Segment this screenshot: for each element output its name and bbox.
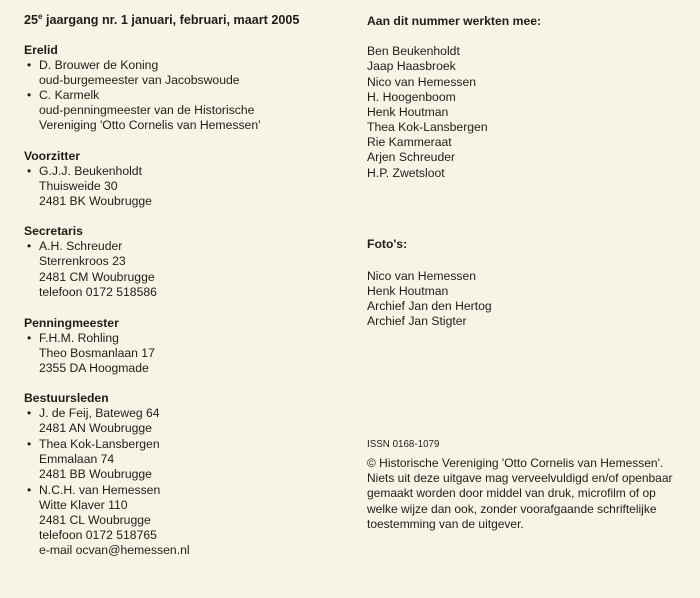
bullet: • xyxy=(27,437,32,451)
bestuurslid3-city: 2481 CL Woubrugge xyxy=(39,513,151,527)
bullet: • xyxy=(27,164,32,178)
contributor-name: Ben Beukenholdt xyxy=(367,44,460,58)
penningmeester-street: Theo Bosmanlaan 17 xyxy=(39,346,155,360)
copyright-notice: © Historische Vereniging 'Otto Cornelis van Hemessen'. Niets uit deze uitgave mag verveelvuldigd en/of openbaar gemaakt worden door middel van druk, microfilm of op welke wijze dan ook, zonder voorafgaande schriftelijke toestemming van de uitgever. xyxy=(367,456,673,531)
erelid-member2-title-cont: Vereniging 'Otto Cornelis van Hemessen' xyxy=(39,118,261,132)
issn: ISSN 0168-1079 xyxy=(367,439,440,450)
bestuurslid3-phone: telefoon 0172 518765 xyxy=(39,528,157,542)
secretaris-phone: telefoon 0172 518586 xyxy=(39,285,157,299)
contributor-name: Henk Houtman xyxy=(367,105,449,119)
secretaris-city: 2481 CM Woubrugge xyxy=(39,270,155,284)
voorzitter-city: 2481 BK Woubrugge xyxy=(39,194,152,208)
voorzitter-name: G.J.J. Beukenholdt xyxy=(39,164,142,178)
bestuurslid3-street: Witte Klaver 110 xyxy=(39,498,128,512)
erelid-member2-title: oud-penningmeester van de Historische xyxy=(39,103,255,117)
erelid-heading: Erelid xyxy=(24,43,58,57)
photo-credit: Archief Jan Stigter xyxy=(367,314,467,328)
bullet: • xyxy=(27,239,32,253)
bullet: • xyxy=(27,406,32,420)
erelid-member1-title: oud-burgemeester van Jacobswoude xyxy=(39,73,240,87)
photos-heading: Foto's: xyxy=(367,237,408,251)
bullet: • xyxy=(27,483,32,497)
contributor-name: Thea Kok-Lansbergen xyxy=(367,120,488,134)
contributor-name: Jaap Haasbroek xyxy=(367,59,456,73)
bullet: • xyxy=(27,58,32,72)
erelid-member2-name: C. Karmelk xyxy=(39,88,100,102)
voorzitter-heading: Voorzitter xyxy=(24,149,80,163)
bestuurslid3-email: e-mail ocvan@hemessen.nl xyxy=(39,543,190,557)
bestuurslid2-name: Thea Kok-Lansbergen xyxy=(39,437,160,451)
contributor-name: H.P. Zwetsloot xyxy=(367,166,445,180)
secretaris-heading: Secretaris xyxy=(24,224,83,238)
bestuurslid2-street: Emmalaan 74 xyxy=(39,452,115,466)
erelid-member1-name: D. Brouwer de Koning xyxy=(39,58,159,72)
secretaris-name: A.H. Schreuder xyxy=(39,239,123,253)
penningmeester-name: F.H.M. Rohling xyxy=(39,331,119,345)
voorzitter-street: Thuisweide 30 xyxy=(39,179,118,193)
bullet: • xyxy=(27,331,32,345)
photo-credit: Nico van Hemessen xyxy=(367,269,477,283)
issue-line: 25e jaargang nr. 1 januari, februari, maart 2005 xyxy=(24,11,300,27)
contributors-heading: Aan dit nummer werkten mee: xyxy=(367,14,542,28)
bestuurslid3-name: N.C.H. van Hemessen xyxy=(39,483,161,497)
photo-credit: Archief Jan den Hertog xyxy=(367,299,492,313)
contributor-name: H. Hoogenboom xyxy=(367,90,456,104)
bestuurslid1-name-address: J. de Feij, Bateweg 64 xyxy=(39,406,160,420)
bullet: • xyxy=(27,88,32,102)
bestuursleden-heading: Bestuursleden xyxy=(24,391,109,405)
photo-credit: Henk Houtman xyxy=(367,284,449,298)
penningmeester-heading: Penningmeester xyxy=(24,316,119,330)
bestuurslid2-city: 2481 BB Woubrugge xyxy=(39,467,152,481)
bestuurslid1-city: 2481 AN Woubrugge xyxy=(39,421,152,435)
secretaris-street: Sterrenkroos 23 xyxy=(39,254,126,268)
contributor-name: Nico van Hemessen xyxy=(367,75,477,89)
contributor-name: Rie Kammeraat xyxy=(367,135,452,149)
contributor-name: Arjen Schreuder xyxy=(367,150,456,164)
penningmeester-city: 2355 DA Hoogmade xyxy=(39,361,149,375)
